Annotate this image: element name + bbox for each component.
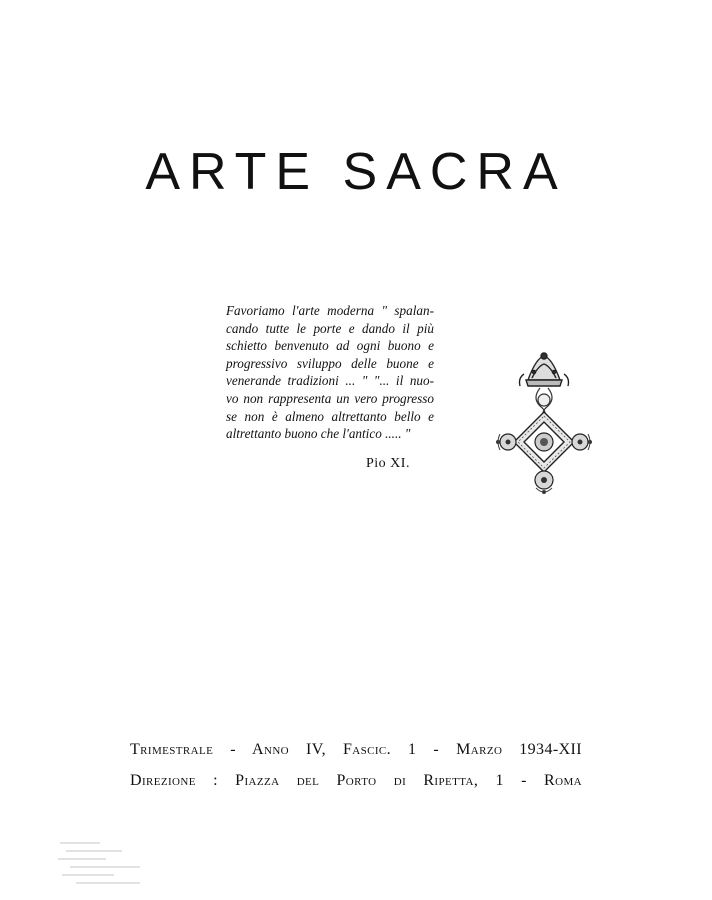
publication-info: Trimestrale - Anno IV, Fascic. 1 - Marzo 1934-XII [130,741,582,758]
quote-line: cando tutte le porte e dando il più [226,320,434,336]
quote-line: se non è almeno altrettanto bello e [226,408,434,424]
editorial-address: Direzione : Piazza del Porto di Ripetta, 1 - Roma [130,772,582,789]
page-title: ARTE SACRA [145,143,567,201]
quote-line: venerande tradizioni ... " "... il nuo- [226,373,434,389]
quote-line: altrettanto buono che l'antico ..... " [226,426,411,442]
quote-attribution: Pio XI. [366,456,410,471]
quote-line: vo non rappresenta un vero progresso [226,390,434,406]
quote-line: Favoriamo l'arte moderna " spalan- [226,303,434,318]
quote-line: progressivo sviluppo delle buone e [226,355,434,371]
epigraph-quote [226,302,434,443]
crowned-cross-emblem-icon [484,350,604,500]
paper-smudge [56,836,186,892]
quote-line: schietto benvenuto ad ogni buono e [226,338,434,354]
